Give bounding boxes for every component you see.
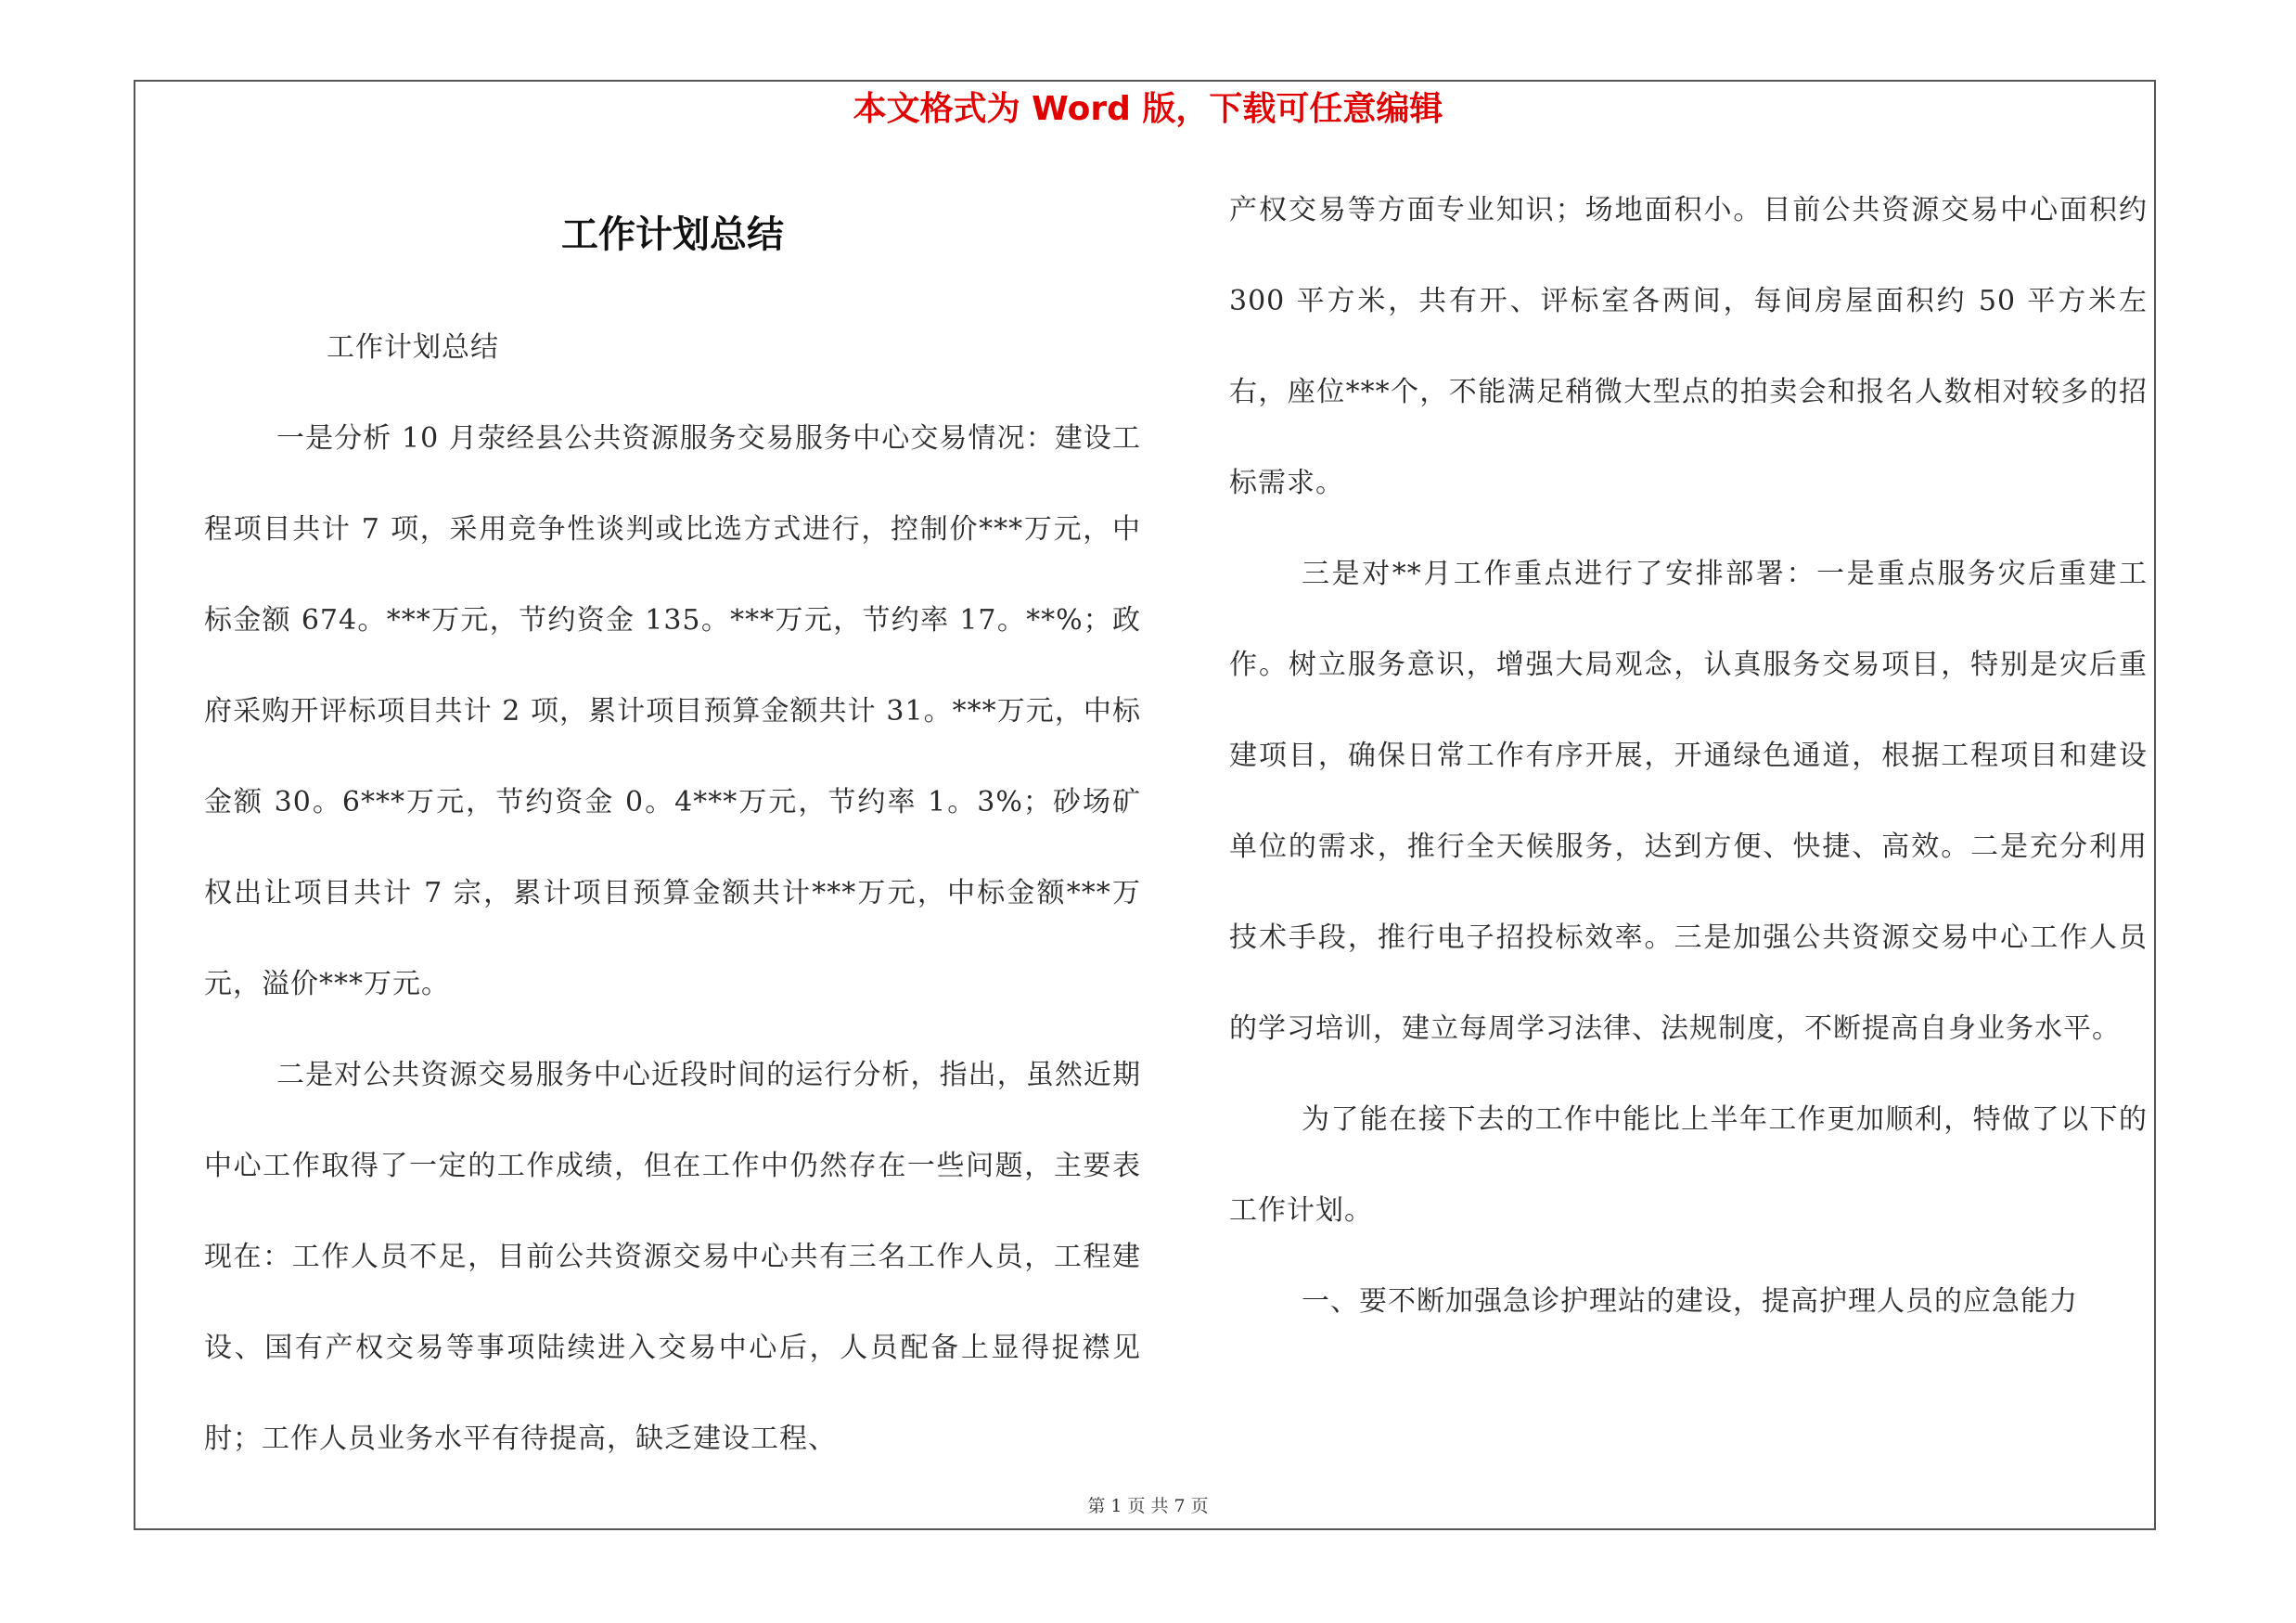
page-number: 第 1 页 共 7 页 (1087, 1496, 1209, 1516)
right-column (1229, 165, 2148, 1347)
left-column (204, 303, 1141, 1485)
word-format-banner: 本文格式为 Word 版，下载可任意编辑 (853, 90, 1443, 128)
paragraph-problems: 二是对公共资源交易服务中心近段时间的运行分析，指出，虽然近期中心工作取得了一定的工作成绩，但在工作中仍然存在一些问题，主要表现在：工作人员不足，目前公共资源交易中心共有三名工作人员，工程建设、国有产权交易等事项陆续进入交易中心后，人员配备上显得捉襟见肘；工作人员业务水平有待提高，缺乏建设工程、 (204, 1059, 1141, 1455)
subtitle-paragraph: 工作计划总结 (327, 331, 499, 364)
paragraph-arrangement: 三是对**月工作重点进行了安排部署：一是重点服务灾后重建工作。树立服务意识，增强大局观念，认真服务交易项目，特别是灾后重建项目，确保日常工作有序开展，开通绿色通道，根据工程项目和建设单位的需求，推行全天候服务，达到方便、快捷、高效。二是充分利用技术手段，推行电子招投标效率。三是加强公共资源交易中心工作人员的学习培训，建立每周学习法律、法规制度，不断提高自身业务水平。 (1229, 558, 2148, 1045)
paragraph-plan-intro: 为了能在接下去的工作中能比上半年工作更加顺利，特做了以下的工作计划。 (1229, 1103, 2148, 1227)
paragraph-analysis: 一是分析 10 月荥经县公共资源服务交易服务中心交易情况：建设工程项目共计 7 项，采用竞争性谈判或比选方式进行，控制价***万元，中标金额 674。***万元，节约资金 135。***万元，节约率 17。**%；政府采购开评标项目共计 2 项，累计项目预算金额共计 31。***万元，中标金额 30。6***万元，节约资金 0。4***万元，节约率 1。3%；砂场矿权出让项目共计 7 宗，累计项目预算金额共计***万元，中标金额***万元，溢价***万元。 (204, 422, 1141, 1000)
document-title: 工作计划总结 (561, 213, 784, 256)
paragraph-plan-item-1: 一、要不断加强急诊护理站的建设，提高护理人员的应急能力 (1302, 1285, 2078, 1318)
paragraph-continued: 产权交易等方面专业知识；场地面积小。目前公共资源交易中心面积约 300 平方米，共有开、评标室各两间，每间房屋面积约 50 平方米左右，座位***个，不能满足稍微大型点的拍卖会和报名人数相对较多的招标需求。 (1229, 194, 2148, 499)
